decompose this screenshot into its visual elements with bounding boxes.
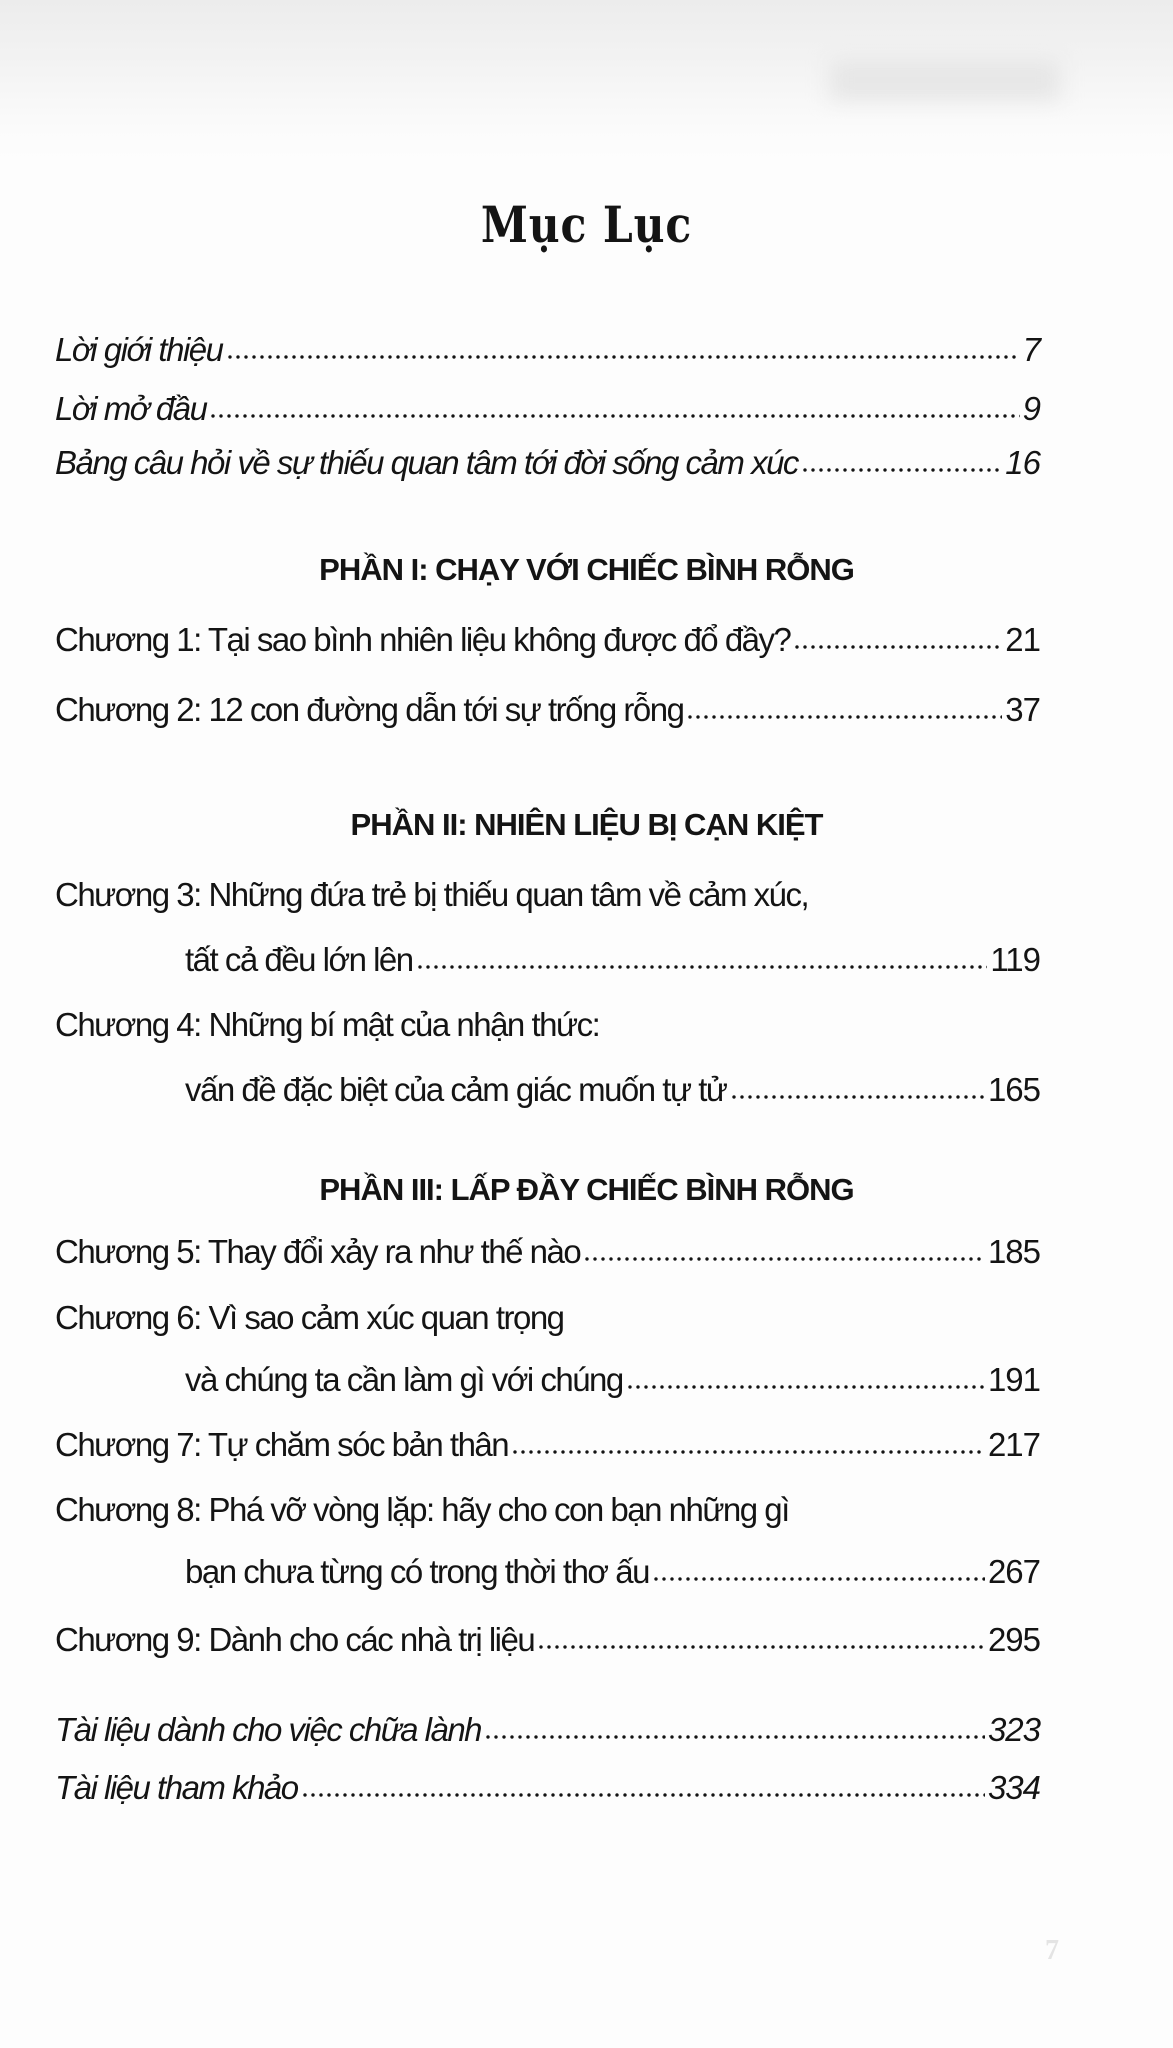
- toc-entry-label: Chương 1: Tại sao bình nhiên liệu không được đổ đầy?: [55, 621, 791, 658]
- toc-entry-label[interactable]: Chương 4: Những bí mật của nhận thức:: [55, 1006, 600, 1043]
- dot-leader: [484, 1734, 985, 1740]
- dot-leader: [652, 1576, 985, 1582]
- toc-entry[interactable]: [185, 1552, 1040, 1592]
- toc-page-number: 295: [987, 1621, 1040, 1658]
- toc-entry-label-cont: vấn đề đặc biệt của cảm giác muốn tự tử: [185, 1071, 727, 1108]
- toc-page-number: 217: [987, 1426, 1040, 1463]
- toc-entry[interactable]: [55, 1425, 1040, 1465]
- toc-entry[interactable]: [55, 620, 1040, 660]
- part-heading: PHẦN I: CHẠY VỚI CHIẾC BÌNH RỖNG: [319, 552, 854, 587]
- toc-entry[interactable]: [55, 1768, 1040, 1808]
- toc-entry-label-cont: bạn chưa từng có trong thời thơ ấu: [185, 1553, 649, 1590]
- toc-entry[interactable]: [55, 1620, 1040, 1660]
- toc-entry-label: Chương 2: 12 con đường dẫn tới sự trống rỗng: [55, 691, 684, 728]
- toc-page-number: 119: [990, 941, 1040, 978]
- page-title: Mục Lục: [480, 195, 693, 254]
- toc-entry-label: Chương 9: Dành cho các nhà trị liệu: [55, 1621, 535, 1658]
- toc-entry-label: Tài liệu tham khảo: [55, 1769, 298, 1806]
- toc-entry[interactable]: [55, 690, 1040, 730]
- dot-leader: [793, 644, 1002, 650]
- toc-page-number: 185: [987, 1233, 1040, 1270]
- toc-page-number: 323: [987, 1711, 1040, 1748]
- toc-page-number: 165: [987, 1071, 1040, 1108]
- dot-leader: [730, 1094, 985, 1100]
- toc-entry[interactable]: [55, 1710, 1040, 1750]
- dot-leader: [626, 1384, 985, 1390]
- toc-page-number: 9: [1022, 390, 1040, 427]
- toc-entry-label: Bảng câu hỏi về sự thiếu quan tâm tới đời sống cảm xúc: [55, 444, 798, 481]
- toc-entry[interactable]: [185, 940, 1040, 980]
- toc-entry[interactable]: [185, 1070, 1040, 1110]
- toc-entry[interactable]: [185, 1360, 1040, 1400]
- dot-leader: [301, 1792, 985, 1798]
- toc-entry-label[interactable]: Chương 8: Phá vỡ vòng lặp: hãy cho con bạn những gì: [55, 1491, 789, 1528]
- dot-leader: [416, 964, 988, 970]
- dot-leader: [801, 467, 1002, 473]
- toc-page-number: 21: [1005, 621, 1040, 658]
- toc-entry[interactable]: [55, 330, 1040, 370]
- toc-page-number: 267: [987, 1553, 1040, 1590]
- toc-page-number: 16: [1005, 444, 1040, 481]
- toc-entry-label[interactable]: Chương 3: Những đứa trẻ bị thiếu quan tâm về cảm xúc,: [55, 876, 809, 913]
- toc-entry[interactable]: [55, 389, 1040, 429]
- toc-page-number: 37: [1005, 691, 1040, 728]
- toc-entry-label-cont: và chúng ta cần làm gì với chúng: [185, 1361, 623, 1398]
- part-heading: PHẦN III: LẤP ĐẦY CHIẾC BÌNH RỖNG: [319, 1172, 854, 1207]
- toc-entry-label: Lời mở đầu: [55, 390, 207, 427]
- bleed-through-page-number: 7: [1045, 1935, 1059, 1966]
- dot-leader: [511, 1449, 985, 1455]
- toc-entry-label: Chương 5: Thay đổi xảy ra như thế nào: [55, 1233, 581, 1270]
- toc-entry-label: Chương 7: Tự chăm sóc bản thân: [55, 1426, 509, 1463]
- dot-leader: [686, 714, 1002, 720]
- toc-page-number: 7: [1022, 331, 1040, 368]
- toc-entry-label[interactable]: Chương 6: Vì sao cảm xúc quan trọng: [55, 1299, 564, 1336]
- toc-entry[interactable]: [55, 1232, 1040, 1272]
- part-heading: PHẦN II: NHIÊN LIỆU BỊ CẠN KIỆT: [350, 807, 823, 842]
- toc-entry[interactable]: [55, 443, 1040, 483]
- toc-page-number: 334: [987, 1769, 1040, 1806]
- toc-entry-label: Tài liệu dành cho việc chữa lành: [55, 1711, 482, 1748]
- toc-entry-label-cont: tất cả đều lớn lên: [185, 941, 413, 978]
- toc-page-number: 191: [987, 1361, 1040, 1398]
- toc-entry-label: Lời giới thiệu: [55, 331, 223, 368]
- dot-leader: [226, 354, 1020, 360]
- dot-leader: [209, 413, 1019, 419]
- dot-leader: [583, 1256, 985, 1262]
- dot-leader: [537, 1644, 985, 1650]
- scan-shadow: [0, 0, 1173, 160]
